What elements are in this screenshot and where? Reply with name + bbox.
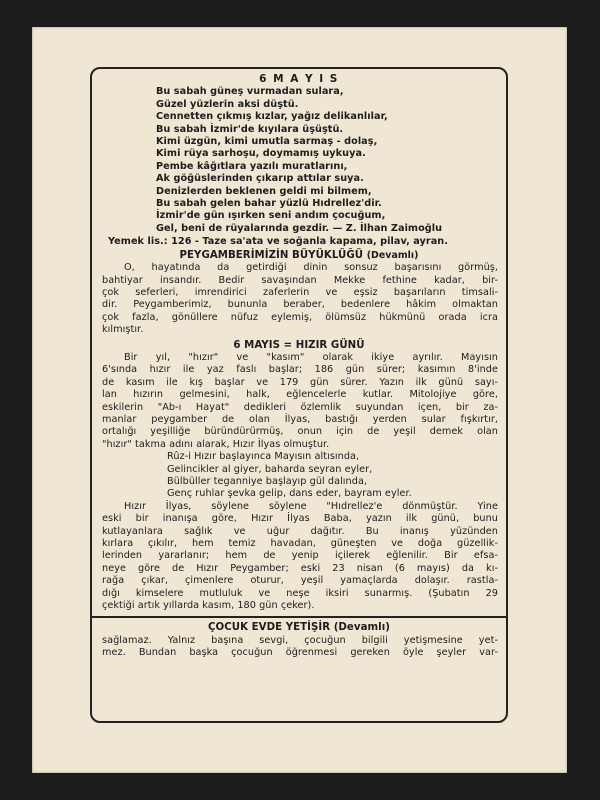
- text-line: çektiği artık yıllarda kasım, 180 gün çeker).: [102, 600, 315, 612]
- text-line: de kasım ile kış başlar ve 179 gün sürer. Yazın ilk günü sayı-: [102, 376, 498, 388]
- text-line: "hızır" takma adını alarak, Hızır İlyas olmuştur.: [102, 438, 330, 450]
- section-divider: [92, 616, 506, 618]
- poem-line: Bülbüller teganniye başlayıp gül dalında,: [167, 476, 368, 487]
- hizir-poem: [167, 451, 506, 501]
- section-title-peygamber: [92, 250, 506, 262]
- poem: [156, 86, 506, 235]
- text-line: lerinden yararlanır; hem de yenip içilerek eğlenilir. Bir efsa-: [102, 550, 498, 562]
- section-text-hizir-cont: [92, 501, 506, 613]
- poem-line: Pembe kâğıtlara yazılı muratlarını,: [156, 160, 348, 172]
- page-frame: [90, 67, 508, 723]
- poem-last-line: Gel, beni de rüyalarında gezdir. —: [156, 222, 346, 234]
- section-text-hizir: [92, 352, 506, 451]
- text-line: çok fazla, gönüllere nüfuz eylemiş, ölümsüz hükmünü orada icra: [102, 311, 498, 323]
- poem-line: Gelincikler al giyer, baharda seyran eyler,: [167, 463, 373, 475]
- text-line: ortalığı yeşilliğe büründürürmüş, onun için de yeşil demek olan: [102, 426, 498, 438]
- poem-line: Kimi üzgün, kimi umutla sarmaş - dolaş,: [156, 136, 378, 148]
- section-title-hizir: [92, 340, 506, 352]
- text-line: manlar peygamber de olan İlyas, bastığı yerden sular fışkırtır,: [102, 413, 498, 425]
- text-line: mez. Bundan başka çocuğun öğrenmesi gereken öyle şeyler var-: [102, 647, 498, 659]
- poem-line: [156, 223, 506, 235]
- date-title: 6 M A Y I S: [259, 73, 339, 85]
- poem-line: Denizlerden beklenen geldi mi bilmem,: [156, 185, 372, 197]
- poem-line: Ak göğüslerinden çıkarıp attılar suya.: [156, 173, 364, 185]
- poem-line: Rûz-i Hızır başlayınca Mayısın altısında,: [167, 451, 360, 463]
- section-title-text: 6 MAYIS = HIZIR GÜNÜ: [233, 339, 365, 351]
- poem-line: Bu sabah gelen bahar yüzlü Hıdrellez'dir.: [156, 198, 382, 210]
- section-text-peygamber: [92, 262, 506, 336]
- poem-line: Kimi rüya sarhoşu, doymamış uykuya.: [156, 148, 366, 160]
- text-line: eskilerin "Ab-ı Hayat" dedikleri özlemlik suyundan içen, bir za-: [102, 401, 498, 413]
- text-line: Hızır İlyas, söylene söylene "Hıdrellez'e dönmüştür. Yine: [124, 500, 498, 512]
- poem-line: Genç ruhlar şevka gelip, dans eder, bayram eyler.: [167, 488, 412, 500]
- poem-author: Z. İlhan Zaimoğlu: [345, 222, 443, 234]
- text-line: Bir yıl, "hızır" ve "kasım" olarak ikiye ayrılır. Mayısın: [124, 351, 498, 363]
- calendar-page: [32, 27, 567, 773]
- text-line: kutlayanlara sağlık ve uğur dağıtır. Bu inanış yüzünden: [102, 525, 498, 537]
- section-title-suffix: (Devamlı): [366, 249, 419, 261]
- text-line: dığı kimselere mutluluk ve neşe iksiri sunarmış. (Şubatın 29: [102, 587, 498, 599]
- section-title-cocuk: [92, 622, 506, 634]
- text-line: sağlamaz. Yalnız başına sevgi, çocuğun bilgili yetişmesine yet-: [102, 634, 498, 646]
- section-title-suffix: (Devamlı): [333, 622, 390, 634]
- text-line: rağa çıkar, çimenlere oturur, yeşil yamaçlarda dolaşır. rastla-: [102, 575, 498, 587]
- text-line: kırlara çıkılır, hem temiz havadan, güneşten ve doğa güzellik-: [102, 538, 498, 550]
- text-line: kılmıştır.: [102, 324, 144, 336]
- text-line: neye göre de Hızır Peygamber; eski 23 nisan (6 mayıs) da kı-: [102, 562, 498, 574]
- poem-line: Cennetten çıkmış kızlar, yağız delikanlılar,: [156, 111, 388, 123]
- meal-list: Yemek lis.: 126 - Taze sa'ata ve soğanla kapama, pilav, ayran.: [108, 236, 448, 248]
- text-line: bahtiyar insandır. Bedir savaşından Mekke fethine kadar, bir-: [102, 274, 498, 286]
- poem-line: İzmir'de gün ışırken seni andım çocuğum,: [156, 210, 386, 222]
- text-line: dir. Peygamberimiz, bununla beraber, bedenlere hâkim olmaktan: [102, 299, 498, 311]
- text-line: çok seferleri, imrendirici zaferlerin ve eşsiz başarıların timsali-: [102, 286, 498, 298]
- text-line: 6'sında hızır ile yaz faslı başlar; 186 gün sürer; kasımın 8'inde: [102, 364, 498, 376]
- section-text-cocuk: [92, 635, 506, 660]
- section-title-text: ÇOCUK EVDE YETİŞİR: [208, 622, 331, 634]
- poem-line: Güzel yüzlerin aksi düştü.: [156, 98, 299, 110]
- text-line: O, hayatında da getirdiği dinin sonsuz başarısını görmüş,: [124, 262, 498, 274]
- text-line: lan hızırın gelmesini, halk, eğlencelerle kutlar. Mitolojiye göre,: [102, 389, 498, 401]
- poem-line: Bu sabah İzmir'de kıyılara üşüştü.: [156, 123, 344, 135]
- poem-line: Bu sabah güneş vurmadan sulara,: [156, 86, 344, 98]
- section-title-text: PEYGAMBERİMİZİN BÜYÜKLÜĞÜ: [179, 249, 364, 261]
- text-line: eski bir inanışa göre, Hızır İlyas Baba, yazın ilk günü, bunu: [102, 513, 498, 525]
